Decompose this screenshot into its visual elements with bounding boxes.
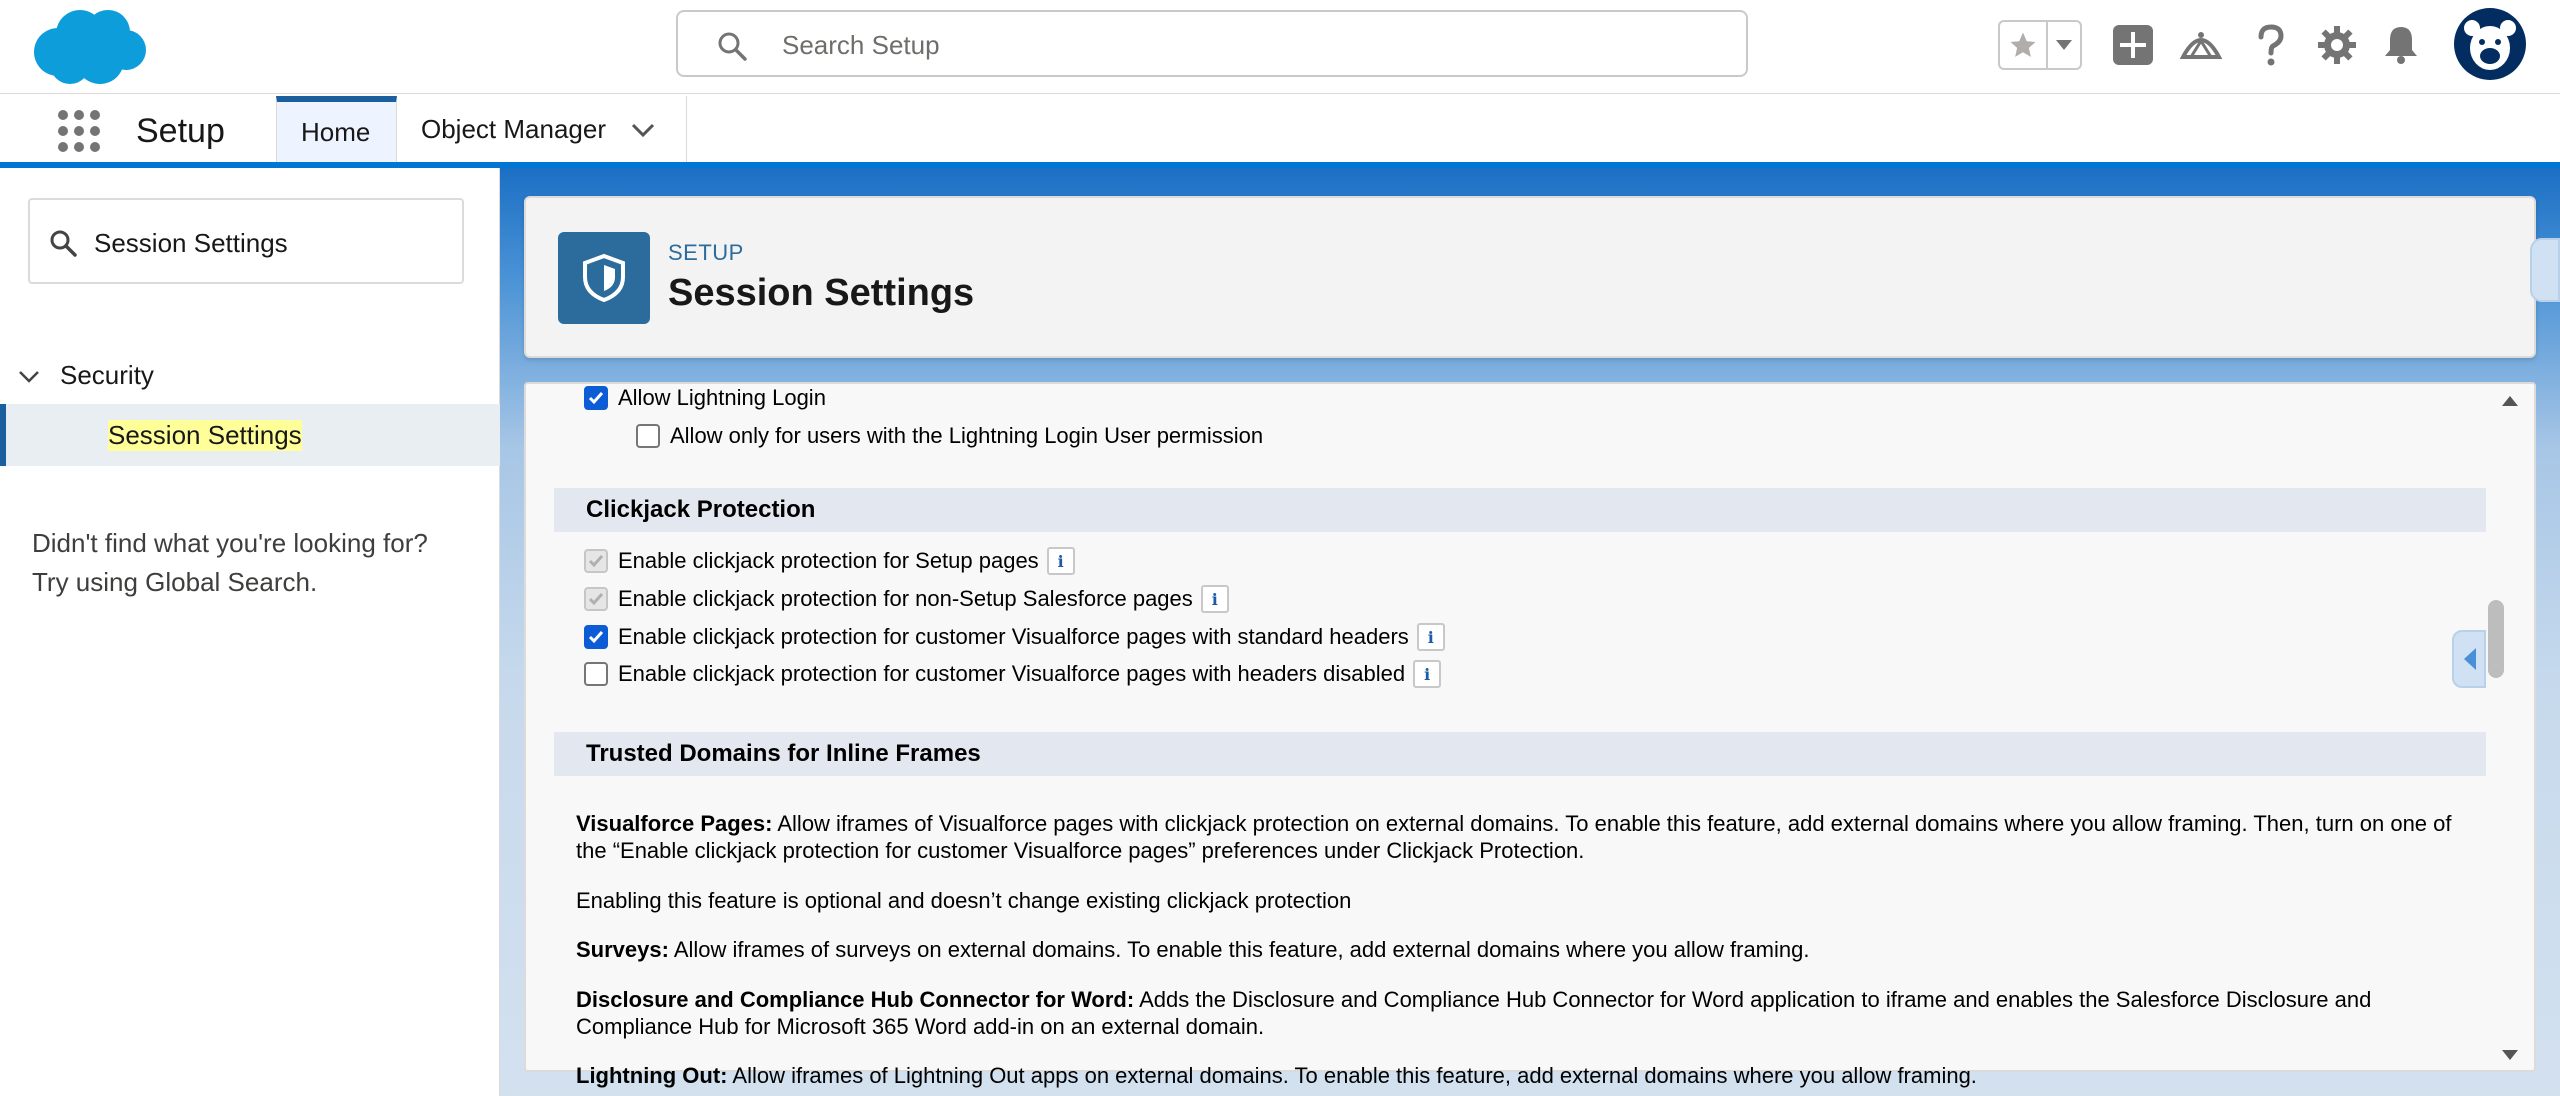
tab-object-manager[interactable] (397, 96, 687, 162)
visualforce-pages-title: Visualforce Pages: (576, 811, 773, 836)
help-icon[interactable] (2246, 20, 2296, 70)
panel-collapse-handle[interactable] (2452, 630, 2486, 688)
clickjack-vf-standard-checkbox[interactable] (584, 625, 608, 649)
side-panel-handle[interactable] (2530, 238, 2560, 302)
context-nav-bar (0, 94, 2560, 168)
not-found-line-1: Didn't find what you're looking for? (32, 528, 428, 558)
scroll-up-arrow-icon[interactable] (2500, 394, 2520, 408)
global-header (0, 0, 2560, 94)
tab-home[interactable] (276, 96, 397, 162)
surveys-text: Allow iframes of surveys on external domains. To enable this feature, add external domains where you allow framing. (668, 937, 1810, 962)
surveys-title: Surveys: (576, 937, 669, 962)
lightning-login-permission-label: Allow only for users with the Lightning Login User permission (670, 423, 1264, 448)
optional-note (576, 887, 2486, 914)
clickjack-non-setup-row (584, 585, 1229, 613)
clickjack-section-title: Clickjack Protection (586, 496, 816, 523)
visualforce-pages-text: Allow iframes of Visualforce pages with clickjack protection on external domains. To enable this feature, add external domains where you allow framing. Then, turn on one of the “Enable clickjack protection for customer Visualforce pages” preferences under Clickjack Protection. (576, 811, 2452, 863)
optional-note-text: Enabling this feature is optional and doesn’t change existing clickjack protection (576, 888, 1352, 913)
setup-sidebar (0, 168, 500, 1096)
tree-section-label: Security (60, 359, 154, 390)
trusted-domains-section-header (554, 732, 2486, 776)
clickjack-vf-standard-label: Enable clickjack protection for customer Visualforce pages with standard headers (618, 624, 1409, 649)
clickjack-non-setup-label: Enable clickjack protection for non-Setup Salesforce pages (618, 586, 1193, 611)
clickjack-vf-standard-row (584, 623, 1445, 651)
settings-content-frame (524, 382, 2536, 1088)
trusted-domains-section-title: Trusted Domains for Inline Frames (586, 740, 981, 767)
vertical-scrollbar[interactable] (2484, 384, 2534, 1074)
clickjack-setup-checkbox[interactable] (584, 549, 608, 573)
allow-lightning-login-checkbox[interactable] (584, 386, 608, 410)
not-found-hint (32, 524, 472, 602)
info-icon[interactable]: i (1201, 585, 1229, 613)
page-header (524, 196, 2536, 358)
search-icon (716, 30, 748, 62)
lightning-login-permission-row (636, 423, 1263, 449)
notifications-bell-icon[interactable] (2376, 20, 2426, 70)
chevron-down-icon[interactable] (630, 114, 656, 145)
quick-find-value: Session Settings (94, 228, 288, 258)
tree-item-session-settings[interactable] (0, 404, 500, 466)
info-icon[interactable]: i (1417, 623, 1445, 651)
clickjack-vf-headers-disabled-checkbox[interactable] (584, 662, 608, 686)
disclosure-description (576, 986, 2486, 1040)
global-search-input[interactable] (676, 10, 1748, 77)
disclosure-text: Adds the Disclosure and Compliance Hub Connector for Word application to iframe and enables the Salesforce Disclosure and Compliance Hub for Microsoft 365 Word add-in on an external domain. (576, 987, 2372, 1039)
info-icon[interactable]: i (1413, 660, 1441, 688)
clickjack-vf-headers-disabled-row (584, 660, 1441, 688)
scroll-down-arrow-icon[interactable] (2500, 1048, 2520, 1062)
tab-object-manager-label: Object Manager (421, 113, 606, 144)
clickjack-setup-row (584, 547, 1075, 575)
allow-lightning-login-row (584, 385, 826, 411)
trailhead-icon[interactable] (2176, 20, 2226, 70)
info-icon[interactable]: i (1047, 547, 1075, 575)
scrollbar-thumb[interactable] (2488, 600, 2504, 678)
settings-gear-icon[interactable] (2312, 20, 2362, 70)
user-avatar[interactable] (2454, 8, 2526, 80)
clickjack-section-header (554, 488, 2486, 532)
clickjack-setup-label: Enable clickjack protection for Setup pages (618, 548, 1039, 573)
lightning-out-text: Allow iframes of Lightning Out apps on external domains. To enable this feature, add external domains where you allow framing. (727, 1063, 1977, 1088)
clickjack-non-setup-checkbox[interactable] (584, 587, 608, 611)
page-eyebrow: SETUP (668, 240, 744, 265)
not-found-line-2: Try using Global Search. (32, 567, 318, 597)
global-actions-add-icon[interactable] (2108, 20, 2158, 70)
lightning-out-title: Lightning Out: (576, 1063, 728, 1088)
quick-find-input[interactable] (28, 198, 464, 284)
favorite-star-icon[interactable] (2000, 22, 2048, 68)
allow-lightning-login-label: Allow Lightning Login (618, 385, 826, 410)
page-title: Session Settings (668, 272, 975, 314)
tab-home-label: Home (301, 116, 371, 147)
disclosure-title: Disclosure and Compliance Hub Connector for Word: (576, 987, 1135, 1012)
favorites-dropdown-icon[interactable] (2048, 22, 2080, 68)
session-settings-shield-icon (558, 232, 650, 324)
salesforce-logo[interactable] (30, 6, 148, 86)
chevron-down-icon[interactable] (18, 360, 40, 391)
app-name: Setup (136, 112, 225, 150)
visualforce-pages-description (576, 810, 2486, 864)
favorites-group (1998, 20, 2082, 70)
lightning-login-permission-checkbox[interactable] (636, 424, 660, 448)
surveys-description (576, 936, 2486, 963)
clickjack-vf-headers-disabled-label: Enable clickjack protection for customer Visualforce pages with headers disabled (618, 661, 1406, 686)
search-icon (48, 228, 78, 263)
search-placeholder: Search Setup (782, 30, 940, 60)
tree-item-label: Session Settings (108, 420, 302, 450)
tree-section-security[interactable] (0, 352, 500, 398)
lightning-out-description (576, 1062, 2486, 1089)
app-launcher-icon[interactable] (56, 108, 102, 154)
